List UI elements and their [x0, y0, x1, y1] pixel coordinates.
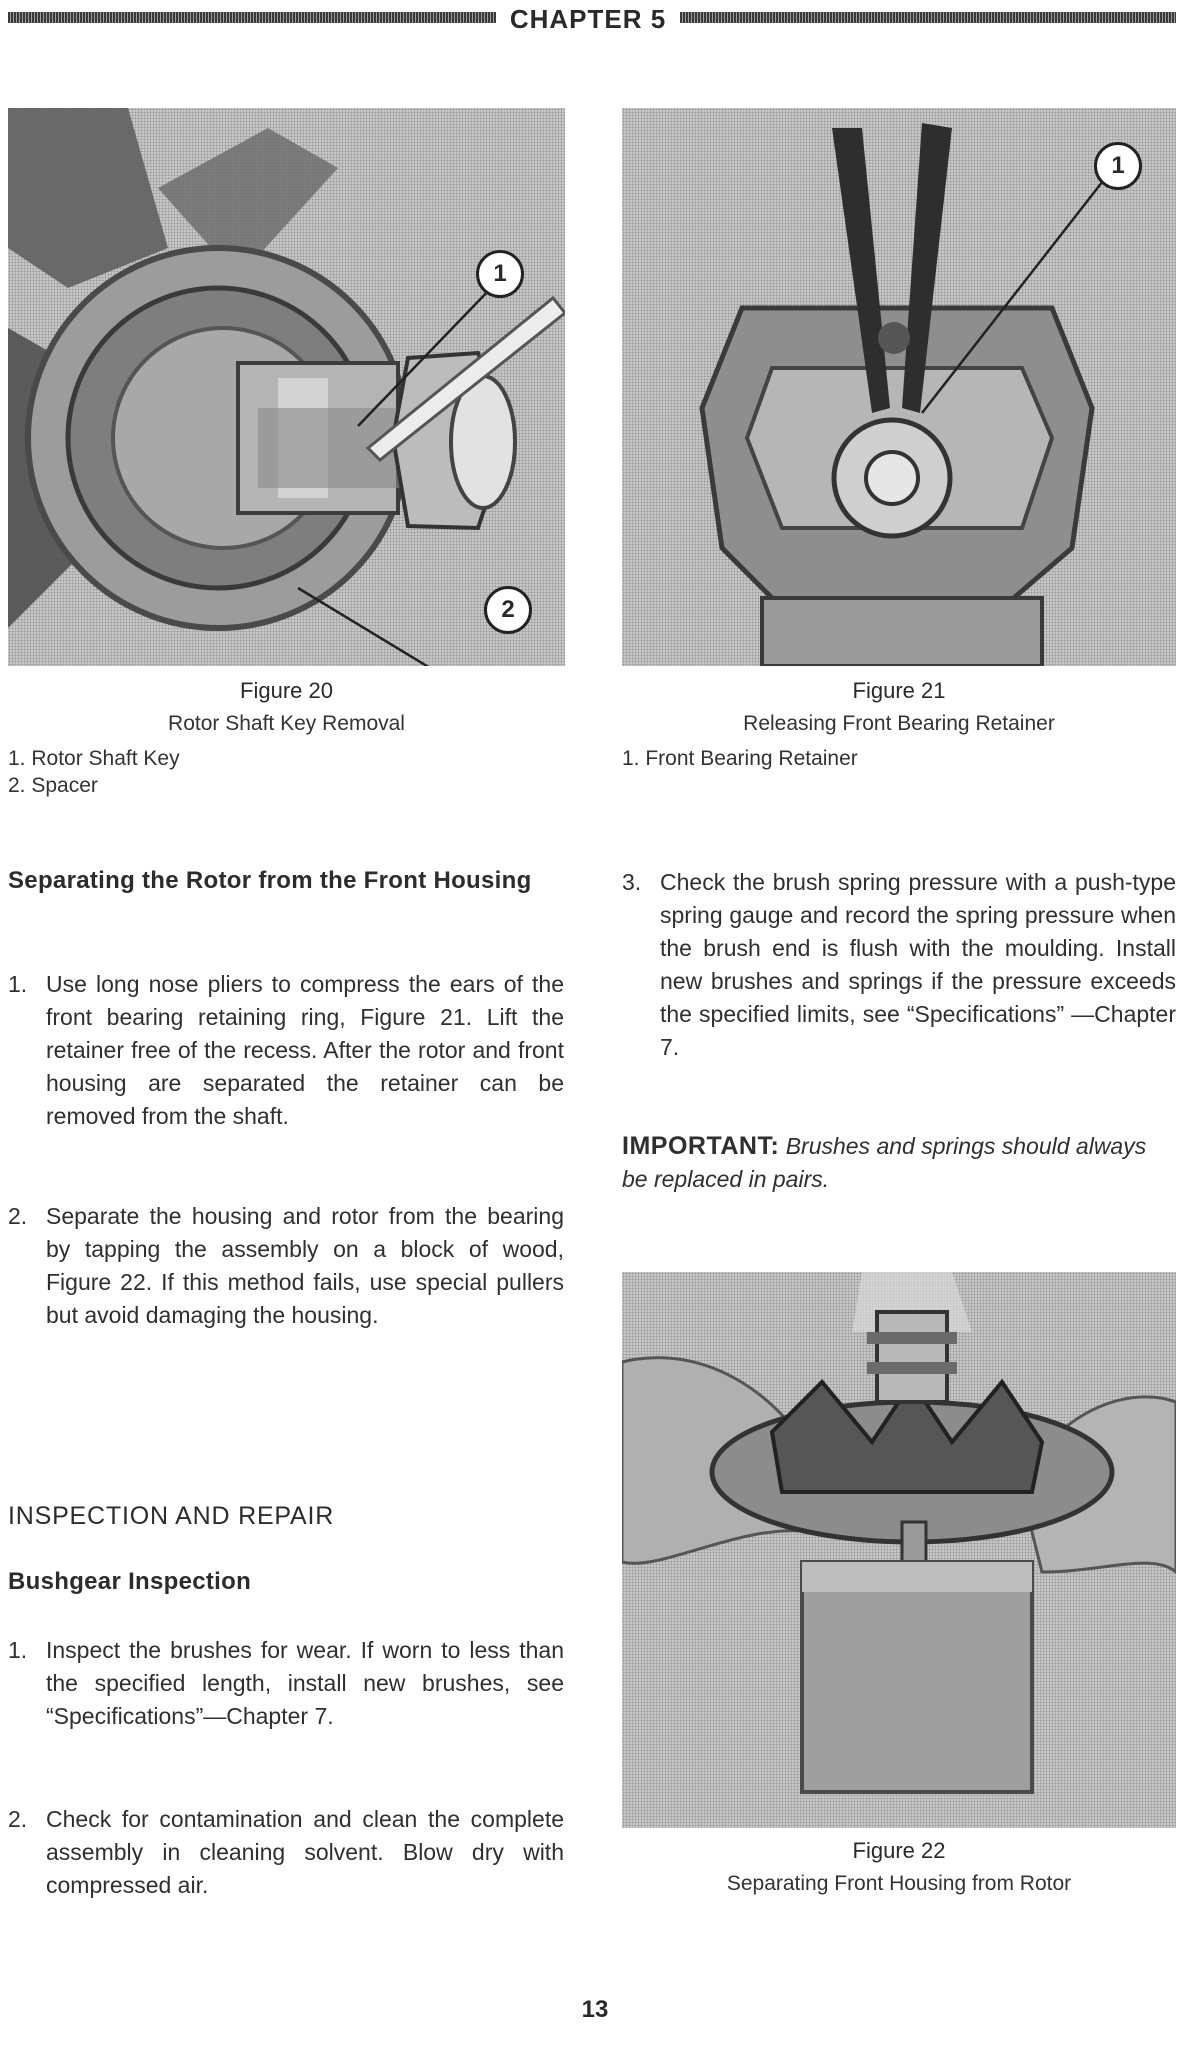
figure-22-photo — [622, 1272, 1176, 1828]
callout-1: 1 — [1094, 142, 1142, 190]
legend-item: 1. Rotor Shaft Key — [8, 747, 180, 770]
separating-step-1 — [8, 968, 564, 1133]
step-number: 2. — [8, 1806, 28, 1832]
page-number: 13 — [581, 1996, 609, 2023]
callout-2: 2 — [484, 586, 532, 634]
step-text: Use long nose pliers to compress the ears of the front bearing retaining ring, Figure 21. Lift the retainer free of the recess. After the rotor and front housing are separated the retainer can be removed from the shaft. — [46, 971, 564, 1129]
legend-item: 2. Spacer — [8, 774, 98, 797]
figure-20-subtitle: Rotor Shaft Key Removal — [168, 712, 405, 735]
separating-heading: Separating the Rotor from the Front Housing — [8, 867, 532, 894]
figure-21-subtitle: Releasing Front Bearing Retainer — [743, 712, 1055, 735]
figure-20-title: Figure 20 — [240, 678, 333, 703]
header-rule-left — [8, 12, 496, 23]
step-number: 2. — [8, 1203, 28, 1229]
figure-21-legend — [622, 745, 858, 772]
inspection-step-2 — [8, 1803, 564, 1902]
inspection-step-3 — [622, 866, 1176, 1064]
step-text: Check for contamination and clean the complete assembly in cleaning solvent. Blow dry with compressed air. — [46, 1806, 564, 1898]
important-label: IMPORTANT: — [622, 1132, 780, 1160]
step-number: 1. — [8, 971, 28, 997]
chapter-title: CHAPTER 5 — [509, 4, 667, 34]
bushgear-heading: Bushgear Inspection — [8, 1568, 252, 1595]
step-text: Check the brush spring pressure with a push-type spring gauge and record the spring pressure when the brush end is flush with the moulding. Install new brushes and springs if the pressure exceeds the specified limits, see “Specifications” —Chapter 7. — [660, 869, 1176, 1060]
header-rule-right — [680, 12, 1176, 23]
figure-20-legend — [8, 745, 180, 799]
important-text: Brushes and springs should always be replaced in pairs. — [622, 1133, 1147, 1192]
legend-item: 1. Front Bearing Retainer — [622, 747, 858, 770]
step-number: 3. — [622, 869, 642, 895]
step-text: Inspect the brushes for wear. If worn to less than the specified length, install new brushes, see “Specifications”—Chapter 7. — [46, 1637, 564, 1729]
figure-22-title: Figure 22 — [852, 1838, 946, 1863]
figure-21-photo — [622, 108, 1176, 666]
step-text: Separate the housing and rotor from the bearing by tapping the assembly on a block of wood, Figure 22. If this method fails, use special pullers but avoid damaging the housing. — [46, 1203, 564, 1328]
figure-21-title: Figure 21 — [852, 678, 946, 703]
figure-22-subtitle: Separating Front Housing from Rotor — [726, 1872, 1072, 1895]
separating-step-2 — [8, 1200, 564, 1332]
callout-1: 1 — [476, 250, 524, 298]
important-note — [622, 1130, 1176, 1196]
inspection-step-1 — [8, 1634, 564, 1733]
figure-20-photo — [8, 108, 565, 666]
step-number: 1. — [8, 1637, 28, 1663]
inspection-heading: INSPECTION AND REPAIR — [8, 1502, 335, 1530]
